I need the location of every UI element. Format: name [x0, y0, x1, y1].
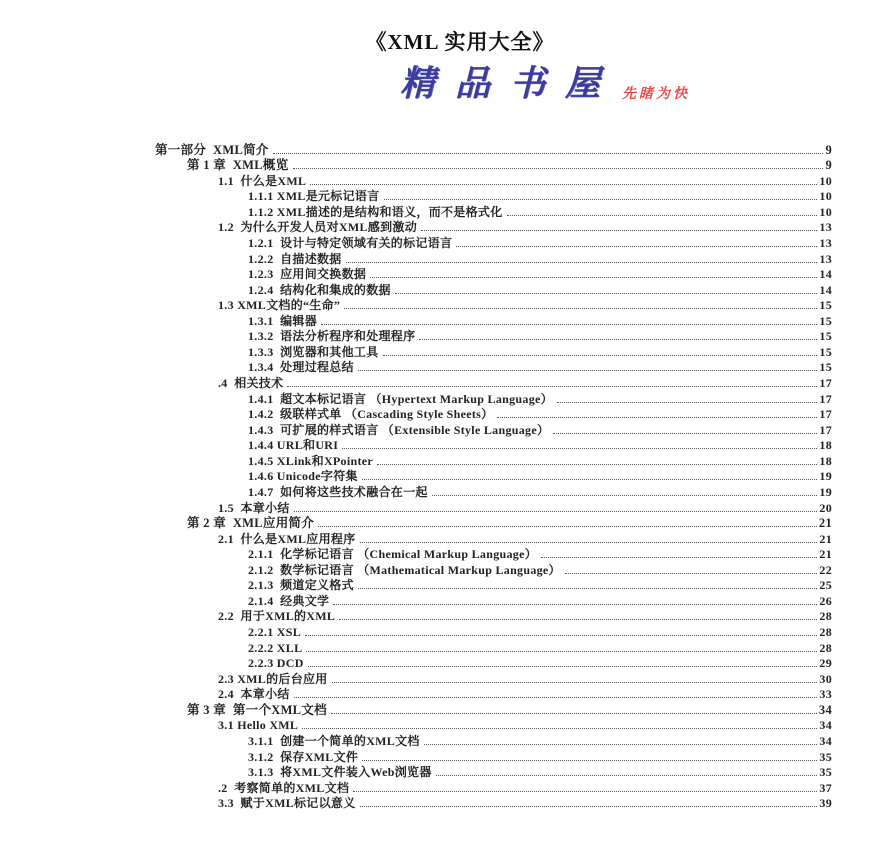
dot-leader [424, 744, 818, 745]
dot-leader [553, 433, 817, 434]
toc-entry [155, 732, 832, 748]
toc-entry [155, 219, 832, 235]
dot-leader [360, 542, 818, 543]
toc-entry [155, 359, 832, 375]
toc-entry-label: 2.1.3 频道定义格式 [248, 578, 354, 593]
dot-leader [436, 775, 818, 776]
toc-entry-label: 1.4.2 级联样式单 （Cascading Style Sheets） [248, 407, 494, 422]
toc-entry-label: 1.4.1 超文本标记语言 （Hypertext Markup Language） [248, 391, 553, 406]
dot-leader [342, 448, 817, 449]
toc-page-number: 25 [819, 578, 832, 593]
dot-leader [362, 479, 818, 480]
toc-page-number: 10 [819, 204, 832, 219]
toc-entry-label: 1.3.1 编辑器 [248, 313, 318, 328]
toc-entry [155, 764, 832, 780]
toc-entry [155, 297, 832, 313]
toc-entry [155, 701, 832, 717]
toc-entry-label: 2.3 XML的后台应用 [218, 671, 328, 686]
dot-leader [362, 760, 817, 761]
dot-leader [302, 728, 817, 729]
toc-entry-label: .4 相关技术 [218, 376, 284, 390]
toc-page-number: 14 [819, 267, 832, 282]
dot-leader [384, 199, 818, 200]
dot-leader [294, 511, 818, 512]
dot-leader [306, 651, 817, 652]
dot-leader [370, 277, 817, 278]
toc-page-number: 19 [819, 469, 832, 484]
dot-leader [353, 791, 817, 792]
toc-entry-label: 3.3 赋于XML标记以意义 [218, 796, 356, 811]
toc-entry [155, 530, 832, 546]
toc-entry [155, 577, 832, 593]
dot-leader [318, 526, 817, 527]
toc-page-number: 34 [819, 718, 832, 733]
toc-page-number: 10 [819, 189, 832, 204]
toc-page-number: 10 [819, 173, 832, 188]
dot-leader [333, 604, 817, 605]
toc-page-number: 28 [819, 640, 832, 655]
toc-page-number: 20 [819, 500, 832, 515]
toc-entry-label: 1.2.1 设计与特定领域有关的标记语言 [248, 235, 453, 250]
dot-leader [273, 153, 824, 154]
dot-leader [331, 713, 817, 714]
dot-leader [358, 370, 817, 371]
toc-page-number: 29 [819, 656, 832, 671]
toc-entry [155, 670, 832, 686]
toc-entry [155, 483, 832, 499]
toc-entry [155, 779, 832, 795]
dot-leader [344, 308, 817, 309]
toc-entry-label: 1.3.4 处理过程总结 [248, 360, 354, 375]
dot-leader [507, 215, 818, 216]
toc-page-number: 18 [819, 438, 832, 453]
toc-entry-label: 第一部分 XML简介 [155, 142, 269, 157]
toc-entry-label: 2.4 本章小结 [218, 687, 290, 702]
toc-entry [155, 266, 832, 282]
toc-page-number: 15 [819, 298, 832, 313]
toc-entry-label: 1.2.3 应用间交换数据 [248, 267, 367, 282]
toc-page-number: 37 [819, 780, 832, 795]
toc-page-number: 22 [819, 562, 832, 577]
toc-entry-label: 2.2.1 XSL [248, 625, 302, 639]
toc-entry-label: 2.1.1 化学标记语言 （Chemical Markup Language） [248, 547, 538, 562]
toc-entry [155, 639, 832, 655]
dot-leader [421, 230, 817, 231]
toc-entry [155, 592, 832, 608]
toc-entry [155, 421, 832, 437]
toc-entry [155, 234, 832, 250]
toc-entry [155, 312, 832, 328]
toc-page-number: 13 [819, 251, 832, 266]
toc-entry-label: 3.1.2 保存XML文件 [248, 749, 359, 764]
toc-entry-label: 1.2.2 自描述数据 [248, 251, 342, 266]
toc-page-number: 18 [819, 453, 832, 468]
toc-page-number: 13 [819, 235, 832, 250]
toc-page-number: 9 [825, 158, 832, 173]
dot-leader [557, 402, 817, 403]
toc-entry-label: 1.3 XML文档的“生命” [218, 298, 341, 313]
toc-page-number: 26 [819, 593, 832, 608]
toc-page-number: 17 [819, 407, 832, 422]
dot-leader [456, 246, 817, 247]
toc-entry-label: 3.1 Hello XML [218, 718, 299, 733]
toc-entry [155, 328, 832, 344]
tagline-text: 先睹为快 [622, 87, 690, 102]
toc-entry-label: 1.4.4 URL和URI [248, 438, 339, 453]
page-title: 《XML 实用大全》 [365, 30, 555, 54]
toc-entry-label: 1.2.4 结构化和集成的数据 [248, 282, 391, 297]
toc-entry [155, 172, 832, 188]
toc-entry [155, 546, 832, 562]
toc-list [155, 141, 832, 810]
toc-entry [155, 390, 832, 406]
toc-entry-label: 1.1.1 XML是元标记语言 [248, 189, 380, 204]
toc-entry-label: 2.1.2 数学标记语言 （Mathematical Markup Language） [248, 562, 561, 577]
toc-page-number: 35 [819, 765, 832, 780]
toc-entry-label: 2.1 什么是XML应用程序 [218, 531, 356, 546]
dot-leader [339, 619, 817, 620]
toc-page-number: 17 [819, 376, 832, 390]
toc-page-number: 15 [819, 344, 832, 359]
dot-leader [308, 666, 818, 667]
toc-entry [155, 250, 832, 266]
toc-entry [155, 717, 832, 733]
toc-entry-label: 第 2 章 XML应用简介 [187, 516, 315, 531]
toc-page-number: 33 [819, 687, 832, 702]
toc-entry-label: 1.1.2 XML描述的是结构和语义，而不是格式化 [248, 204, 503, 219]
dot-leader [419, 339, 817, 340]
toc-entry-label: 3.1.1 创建一个简单的XML文档 [248, 733, 420, 748]
dot-leader [294, 697, 818, 698]
toc-page-number: 15 [819, 360, 832, 375]
dot-leader [377, 464, 817, 465]
toc-entry-label: 1.1 什么是XML [218, 173, 307, 188]
toc-entry [155, 686, 832, 702]
toc-page-number: 9 [825, 142, 832, 157]
dot-leader [497, 417, 817, 418]
toc-entry [155, 452, 832, 468]
dot-leader [321, 324, 817, 325]
dot-leader [332, 682, 818, 683]
toc-entry [155, 748, 832, 764]
dot-leader [565, 573, 818, 574]
dot-leader [310, 184, 817, 185]
dot-leader [293, 168, 824, 169]
dot-leader [360, 806, 818, 807]
toc-entry-label: 1.4.7 如何将这些技术融合在一起 [248, 484, 428, 499]
toc-entry [155, 655, 832, 671]
toc-entry-label: 第 3 章 第一个XML文档 [187, 702, 327, 717]
toc-entry-label: 1.4.3 可扩展的样式语言 （Extensible Style Language） [248, 422, 550, 437]
toc-page-number: 35 [819, 749, 832, 764]
toc-entry-label: 2.1.4 经典文学 [248, 593, 330, 608]
toc-entry-label: 3.1.3 将XML文件装入Web浏览器 [248, 765, 432, 780]
toc-page-number: 34 [819, 733, 832, 748]
toc-entry [155, 188, 832, 204]
toc-page-number: 39 [819, 796, 832, 811]
toc-entry-label: 2.2.2 XLL [248, 640, 303, 655]
dot-leader [287, 386, 817, 387]
toc-page-number: 15 [819, 313, 832, 328]
toc-entry [155, 623, 832, 639]
dot-leader [395, 293, 818, 294]
bookstore-logo: 精品书屋 [400, 64, 621, 103]
toc-entry-label: 1.5 本章小结 [218, 500, 290, 515]
toc-entry [155, 608, 832, 624]
toc-page-number: 21 [819, 531, 832, 546]
toc-entry [155, 374, 832, 390]
dot-leader [305, 635, 817, 636]
toc-entry [155, 795, 832, 811]
toc-page-number: 34 [818, 702, 832, 717]
toc-page-number: 17 [819, 391, 832, 406]
dot-leader [383, 355, 818, 356]
toc-page-number: 28 [819, 609, 832, 624]
dot-leader [432, 495, 818, 496]
toc-entry-label: .2 考察简单的XML文档 [218, 780, 350, 795]
dot-leader [346, 262, 818, 263]
toc-entry-label: 1.4.6 Unicode字符集 [248, 469, 358, 484]
toc-entry [155, 499, 832, 515]
toc-page-number: 28 [819, 625, 832, 639]
toc-entry [155, 141, 832, 157]
toc-entry [155, 561, 832, 577]
dot-leader [541, 557, 817, 558]
toc-page-number: 19 [819, 484, 832, 499]
toc-page-number: 13 [819, 220, 832, 235]
toc-page-number: 15 [819, 329, 832, 344]
toc-page-number: 30 [819, 671, 832, 686]
toc-entry-label: 2.2.3 DCD [248, 656, 304, 671]
toc-entry [155, 437, 832, 453]
toc-page-number: 21 [818, 516, 832, 531]
toc-entry [155, 406, 832, 422]
dot-leader [358, 588, 817, 589]
toc-entry-label: 1.3.3 浏览器和其他工具 [248, 344, 379, 359]
toc-page-number: 14 [819, 282, 832, 297]
toc-entry-label: 第 1 章 XML概览 [187, 158, 289, 173]
toc-entry [155, 157, 832, 173]
toc-entry-label: 2.2 用于XML的XML [218, 609, 336, 624]
toc-entry [155, 343, 832, 359]
toc-page-number: 17 [819, 422, 832, 437]
toc-entry [155, 281, 832, 297]
toc-entry-label: 1.3.2 语法分析程序和处理程序 [248, 329, 416, 344]
toc-entry-label: 1.2 为什么开发人员对XML感到激动 [218, 220, 417, 235]
toc-page-number: 21 [819, 547, 832, 562]
toc-entry [155, 468, 832, 484]
toc-entry-label: 1.4.5 XLink和XPointer [248, 453, 374, 468]
toc-entry [155, 515, 832, 531]
toc-entry [155, 203, 832, 219]
